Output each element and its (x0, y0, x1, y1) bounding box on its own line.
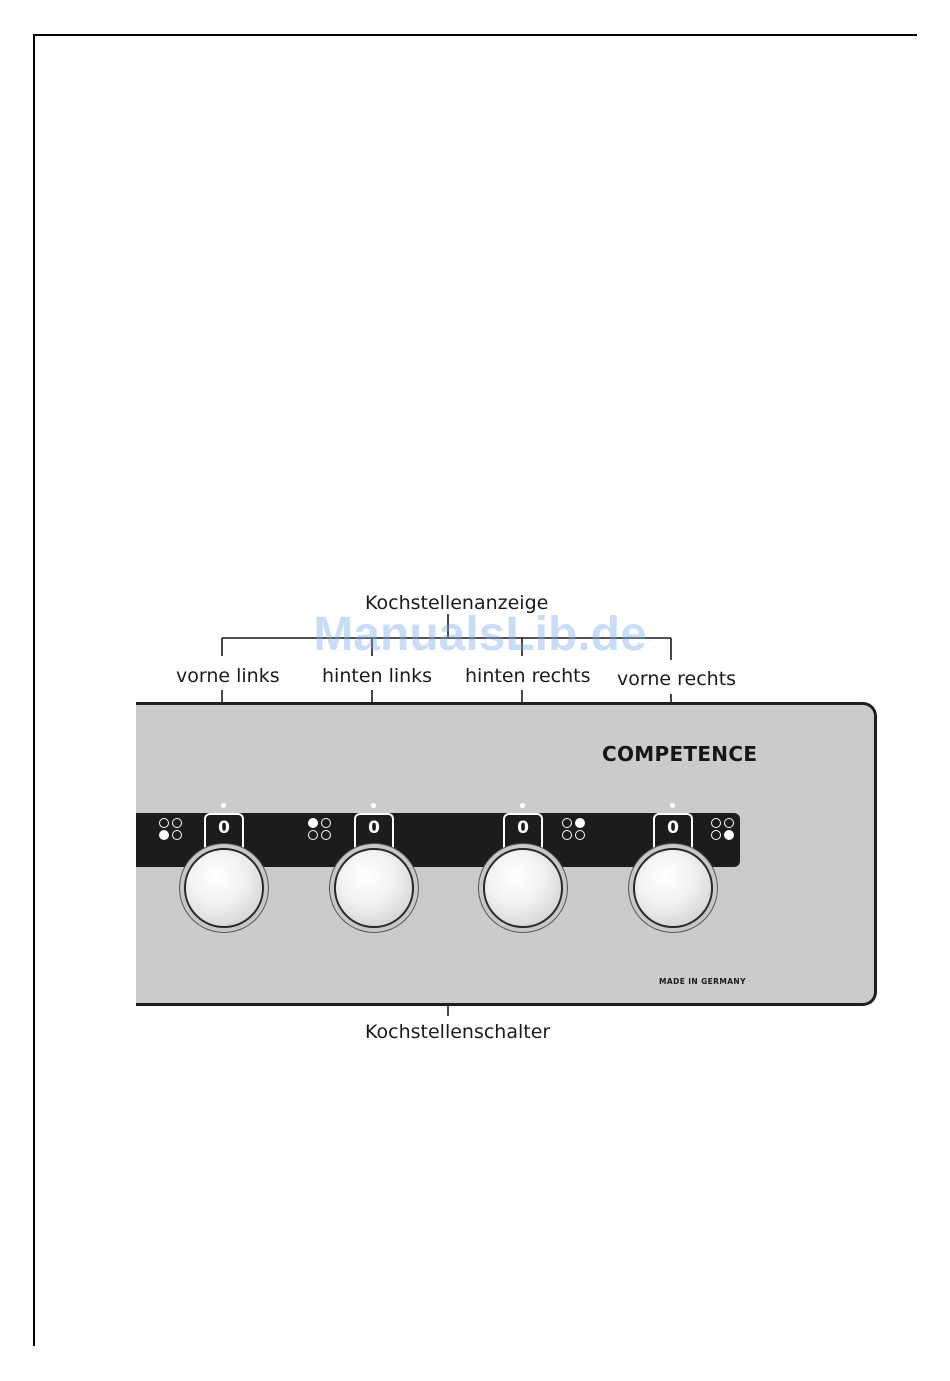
control-knob-hinten-rechts[interactable] (483, 848, 563, 928)
indicator-dot (321, 830, 331, 840)
control-knob-hinten-links[interactable] (334, 848, 414, 928)
brand-logo: COMPETENCE (602, 742, 758, 766)
indicator-dot (575, 830, 585, 840)
zone-label-4: vorne rechts (617, 668, 737, 690)
position-mark (520, 803, 525, 808)
zero-marker: 0 (667, 818, 679, 838)
indicator-dot (321, 818, 331, 828)
position-mark (371, 803, 376, 808)
zone-label-1: vorne links (176, 665, 280, 687)
indicator-dot (308, 830, 318, 840)
indicator-dot (172, 830, 182, 840)
indicator-dot (308, 818, 318, 828)
zone-label-3: hinten rechts (465, 665, 591, 687)
position-mark (670, 803, 675, 808)
zero-marker: 0 (517, 818, 529, 838)
indicator-dot (724, 818, 734, 828)
knob-group-4 (631, 803, 715, 933)
zone-label-2: hinten links (322, 665, 433, 687)
knob-group-2 (332, 803, 416, 933)
watermark: ManualsLib.de (313, 608, 647, 661)
indicator-dot (575, 818, 585, 828)
made-in-label: MADE IN GERMANY (659, 977, 746, 986)
top-label: Kochstellenanzeige (365, 592, 549, 614)
zero-marker: 0 (368, 818, 380, 838)
indicator-dot (159, 818, 169, 828)
position-mark (221, 803, 226, 808)
indicator-dot (172, 818, 182, 828)
control-knob-vorne-links[interactable] (184, 848, 264, 928)
indicator-dot (159, 830, 169, 840)
control-knob-vorne-rechts[interactable] (633, 848, 713, 928)
knob-group-3 (481, 803, 565, 933)
knob-group-1 (182, 803, 266, 933)
zero-marker: 0 (218, 818, 230, 838)
zone-indicator-2 (308, 818, 334, 842)
indicator-dot (724, 830, 734, 840)
zone-indicator-3 (562, 818, 588, 842)
bottom-label: Kochstellenschalter (365, 1021, 551, 1043)
